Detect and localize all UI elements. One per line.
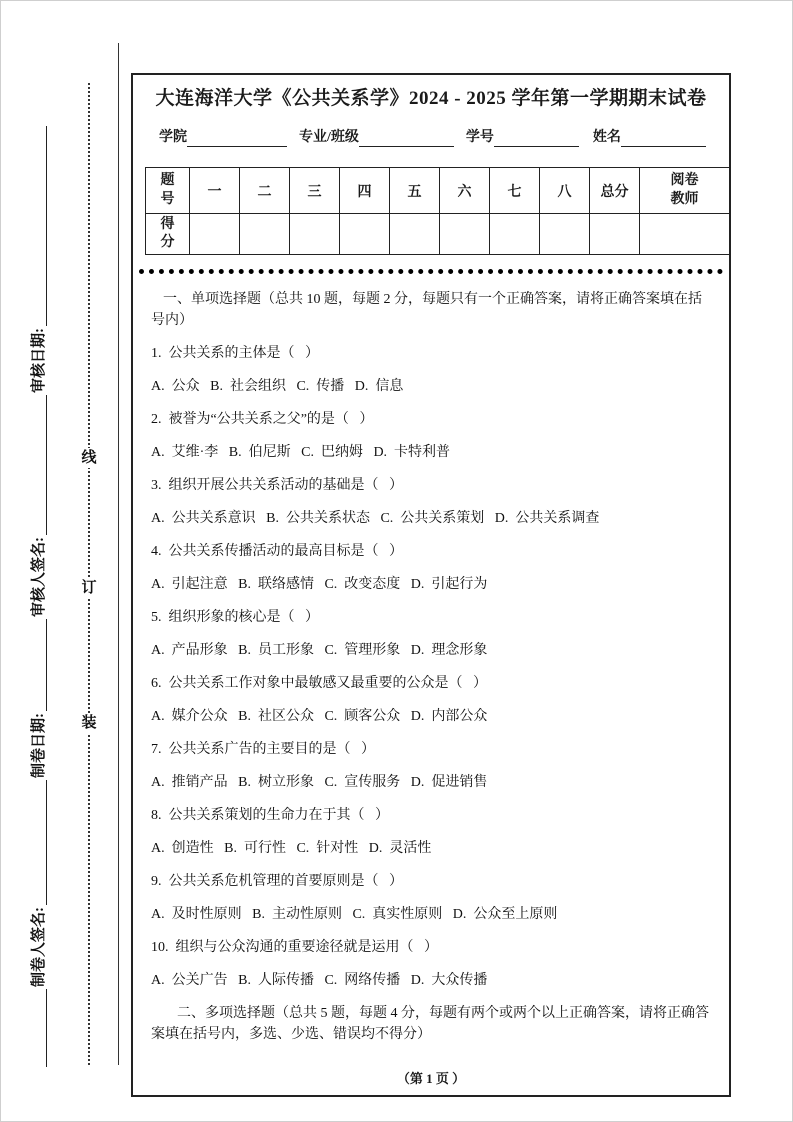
question-1 <box>151 343 713 397</box>
question-8-stem: 8. 公共关系策划的生命力在于其（ ） <box>151 808 389 824</box>
question-10-options: A. 公关广告 B. 人际传播 C. 网络传播 D. 大众传播 <box>151 973 488 989</box>
question-7-stem: 7. 公共关系广告的主要目的是（ ） <box>151 742 375 758</box>
col-header-7: 七 <box>490 168 540 214</box>
score-table <box>145 167 730 255</box>
col-header-4: 四 <box>340 168 390 214</box>
question-4 <box>151 541 713 595</box>
binding-dotted-line <box>88 83 90 1065</box>
college-blank[interactable] <box>187 129 287 147</box>
maker-date-label: 制卷日期: <box>30 713 47 778</box>
review-date-blank[interactable] <box>43 126 47 326</box>
question-3 <box>151 475 713 529</box>
reviewer-sign-label: 审核人签名: <box>30 537 47 617</box>
question-3-stem: 3. 组织开展公共关系活动的基础是（ ） <box>151 478 403 494</box>
question-9 <box>151 871 713 925</box>
name-blank[interactable] <box>621 129 706 147</box>
exam-title: 大连海洋大学《公共关系学》2024 - 2025 学年第一学期期末试卷 <box>155 88 707 109</box>
dotted-separator <box>139 269 723 274</box>
question-8-options: A. 创造性 B. 可行性 C. 针对性 D. 灵活性 <box>151 841 432 857</box>
section2-heading: 二、多项选择题（总共 5 题，每题 4 分，每题有两个或两个以上正确答案，请将正确答案填在括号内，多选、少选、错误均不得分） <box>151 1006 709 1043</box>
maker-date-blank[interactable] <box>43 619 47 711</box>
col-header-6: 六 <box>440 168 490 214</box>
question-1-options: A. 公众 B. 社会组织 C. 传播 D. 信息 <box>151 379 404 395</box>
question-8 <box>151 805 713 859</box>
score-cell-grader[interactable] <box>640 214 730 255</box>
margin-rule-line <box>118 43 119 1065</box>
student-info-row <box>159 129 719 147</box>
col-header-grader: 阅卷教师 <box>640 168 730 214</box>
col-header-total: 总分 <box>590 168 640 214</box>
col-header-2: 二 <box>240 168 290 214</box>
field-label-college: 学院 <box>159 130 187 146</box>
row-label-question-number: 题号 <box>146 168 190 214</box>
score-cell-8[interactable] <box>540 214 590 255</box>
exam-body <box>151 289 713 1045</box>
question-7 <box>151 739 713 793</box>
score-header-row <box>146 168 730 214</box>
reviewer-sign-blank[interactable] <box>43 395 47 535</box>
field-label-student-id: 学号 <box>465 130 494 146</box>
question-10 <box>151 937 713 991</box>
binding-char-ding: 订 <box>81 580 97 596</box>
question-9-stem: 9. 公共关系危机管理的首要原则是（ ） <box>151 874 403 890</box>
question-2-options: A. 艾维·李 B. 伯尼斯 C. 巴纳姆 D. 卡特利普 <box>151 445 451 461</box>
question-5 <box>151 607 713 661</box>
col-header-1: 一 <box>190 168 240 214</box>
question-4-stem: 4. 公共关系传播活动的最高目标是（ ） <box>151 544 403 560</box>
col-header-8: 八 <box>540 168 590 214</box>
field-label-name: 姓名 <box>592 130 621 146</box>
question-1-stem: 1. 公共关系的主体是（ ） <box>151 346 319 362</box>
question-6-options: A. 媒介公众 B. 社区公众 C. 顾客公众 D. 内部公众 <box>151 709 488 725</box>
student-id-blank[interactable] <box>494 129 579 147</box>
score-fill-row <box>146 214 730 255</box>
exam-sheet <box>131 73 731 1097</box>
major-class-blank[interactable] <box>359 129 454 147</box>
score-cell-6[interactable] <box>440 214 490 255</box>
question-4-options: A. 引起注意 B. 联络感情 C. 改变态度 D. 引起行为 <box>151 577 488 593</box>
row-label-score: 得分 <box>146 214 190 255</box>
col-header-3: 三 <box>290 168 340 214</box>
signature-blank[interactable] <box>43 989 47 1067</box>
page-number: （第 1 页 ） <box>396 1071 466 1086</box>
question-5-stem: 5. 组织形象的核心是（ ） <box>151 610 319 626</box>
question-10-stem: 10. 组织与公众沟通的重要途径就是运用（ ） <box>151 940 438 956</box>
question-7-options: A. 推销产品 B. 树立形象 C. 宣传服务 D. 促进销售 <box>151 775 488 791</box>
maker-sign-blank[interactable] <box>43 780 47 905</box>
question-3-options: A. 公共关系意识 B. 公共关系状态 C. 公共关系策划 D. 公共关系调查 <box>151 511 600 527</box>
margin-signature-strip <box>17 62 47 1067</box>
score-cell-4[interactable] <box>340 214 390 255</box>
question-6-stem: 6. 公共关系工作对象中最敏感又最重要的公众是（ ） <box>151 676 487 692</box>
question-5-options: A. 产品形象 B. 员工形象 C. 管理形象 D. 理念形象 <box>151 643 488 659</box>
question-6 <box>151 673 713 727</box>
score-cell-3[interactable] <box>290 214 340 255</box>
binding-char-zhuang: 装 <box>81 715 97 731</box>
review-date-label: 审核日期: <box>30 328 47 393</box>
question-2 <box>151 409 713 463</box>
field-label-major-class: 专业/班级 <box>299 130 359 146</box>
binding-char-xian: 线 <box>81 450 97 466</box>
section1-heading: 一、单项选择题（总共 10 题，每题 2 分，每题只有一个正确答案，请将正确答案填在括号内） <box>151 292 702 329</box>
question-2-stem: 2. 被誉为“公共关系之父”的是（ ） <box>151 412 374 428</box>
score-cell-total[interactable] <box>590 214 640 255</box>
score-cell-5[interactable] <box>390 214 440 255</box>
score-cell-1[interactable] <box>190 214 240 255</box>
maker-sign-label: 制卷人签名: <box>30 907 47 987</box>
score-cell-7[interactable] <box>490 214 540 255</box>
col-header-5: 五 <box>390 168 440 214</box>
question-9-options: A. 及时性原则 B. 主动性原则 C. 真实性原则 D. 公众至上原则 <box>151 907 558 923</box>
score-cell-2[interactable] <box>240 214 290 255</box>
